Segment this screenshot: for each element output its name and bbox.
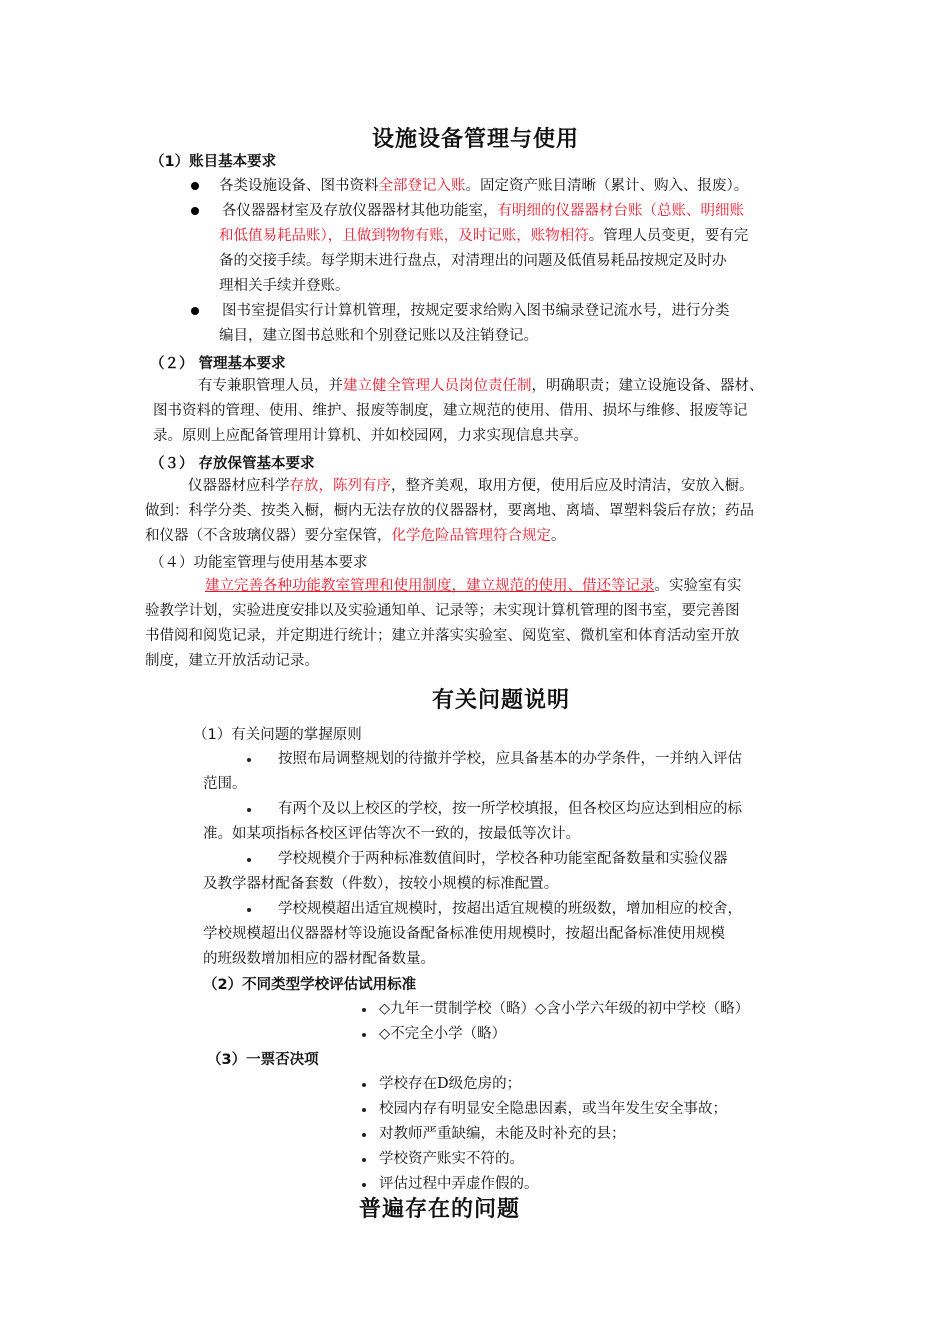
q1-heading: （1）有关问题的掌握原则 — [193, 727, 362, 743]
s4-line-3: 书借阅和阅览记录，并定期进行统计；建立并落实实验室、阅览室、微机室和体育活动室开放 — [145, 628, 740, 644]
bullet-dot-icon — [191, 207, 199, 215]
q3-heading: （3）一票否决项 — [207, 1052, 319, 1068]
s1-bullet-1: 各类设施设备、图书资料全部登记入账。固定资产账目清晰（累计、购入、报废）。 — [219, 178, 749, 194]
q1-item-4-line-1: 学校规模超出适宜规模时，按超出适宜规模的班级数，增加相应的校舍， — [278, 901, 742, 917]
s1-bullet-3-line-1: 图书室提倡实行计算机管理，按规定要求给购入图书编录登记流水号，进行分类 — [222, 303, 730, 319]
bullet-dot-icon — [191, 182, 199, 190]
section-1-heading: （1）账目基本要求 — [150, 154, 277, 170]
s1-bullet-2-line-4: 理相关手续并登账。 — [219, 278, 350, 294]
q1-item-3-line-1: 学校规模介于两种标准数值间时，学校各种功能室配备数量和实验仪器 — [278, 851, 728, 867]
bullet-dot-icon — [362, 1033, 366, 1037]
s3-line-3: 和仪器（不含玻璃仪器）要分室保管，化学危险品管理符合规定。 — [145, 528, 566, 544]
q3-item-3: 对教师严重缺编，未能及时补充的县； — [379, 1126, 626, 1142]
bullet-dot-icon — [362, 1183, 366, 1187]
q3-item-4: 学校资产账实不符的。 — [379, 1151, 524, 1167]
s3-line-2: 做到：科学分类、按类入橱，橱内无法存放的仪器器材，要离地、离墙、罩塑料袋后存放；药品 — [145, 503, 754, 519]
bullet-dot-icon — [362, 1008, 366, 1012]
section-4-heading: （４）功能室管理与使用基本要求 — [150, 555, 368, 571]
s2-line-3: 录。原则上应配备管理用计算机、并如校园网，力求实现信息共享。 — [153, 428, 588, 444]
section-3-heading: （３） 存放保管基本要求 — [150, 456, 315, 472]
s2-line-1: 有专兼职管理人员，并建立健全管理人员岗位责任制，明确职责；建立设施设备、器材、 — [198, 378, 764, 394]
bullet-dot-icon — [247, 858, 251, 862]
q3-item-5: 评估过程中弄虚作假的。 — [379, 1176, 539, 1192]
bullet-dot-icon — [362, 1133, 366, 1137]
q1-item-4-line-2: 学校规模超出仪器器材等设施设备配备标准使用规模时，按超出配备标准使用规模 — [203, 926, 725, 942]
bullet-dot-icon — [247, 908, 251, 912]
s3-line-1: 仪器器材应科学存放，陈列有序，整齐美观，取用方便，使用后应及时清洁，安放入橱。 — [188, 478, 754, 494]
q1-item-3-line-2: 及教学器材配备套数（件数），按较小规模的标准配置。 — [203, 876, 559, 892]
bullet-dot-icon — [362, 1158, 366, 1162]
q1-item-4-line-3: 的班级数增加相应的器材配备数量。 — [203, 951, 435, 967]
q2-item-2: ◇不完全小学（略） — [379, 1026, 507, 1042]
s2-line-2: 图书资料的管理、使用、维护、报废等制度，建立规范的使用、借用、损坏与维修、报废等记 — [153, 403, 748, 419]
bullet-dot-icon — [191, 307, 199, 315]
s4-line-4: 制度，建立开放活动记录。 — [145, 653, 319, 669]
bullet-dot-icon — [247, 808, 251, 812]
q1-item-1-line-2: 范围。 — [203, 776, 247, 792]
s1-bullet-2-line-1: 各仪器器材室及存放仪器器材其他功能室，有明细的仪器器材台账（总账、明细账 — [222, 203, 744, 219]
s4-line-1: 建立完善各种功能教室管理和使用制度，建立规范的使用、借还等记录。实验室有实 — [205, 578, 742, 594]
section-2-heading: （２） 管理基本要求 — [150, 356, 286, 372]
title-issues: 有关问题说明 — [432, 687, 571, 713]
q1-item-2-line-1: 有两个及以上校区的学校，按一所学校填报，但各校区均应达到相应的标 — [278, 801, 742, 817]
q2-item-1: ◇九年一贯制学校（略）◇含小学六年级的初中学校（略） — [379, 1001, 750, 1017]
s1-bullet-2-line-3: 备的交接手续。每学期末进行盘点，对清理出的问题及低值易耗品按规定及时办 — [219, 253, 727, 269]
s4-line-2: 验教学计划，实验进度安排以及实验通知单、记录等；未实现计算机管理的图书室，要完善图 — [145, 603, 740, 619]
title-common-problems: 普遍存在的问题 — [359, 1196, 521, 1222]
q1-item-1-line-1: 按照布局调整规划的待撤并学校，应具备基本的办学条件，一并纳入评估 — [278, 751, 742, 767]
s1-bullet-3-line-2: 编目，建立图书总账和个别登记账以及注销登记。 — [219, 328, 538, 344]
bullet-dot-icon — [362, 1083, 366, 1087]
q2-heading: （2）不同类型学校评估试用标准 — [203, 977, 417, 993]
bullet-dot-icon — [247, 758, 251, 762]
title-facilities: 设施设备管理与使用 — [372, 126, 580, 152]
q1-item-2-line-2: 准。如某项指标各校区评估等次不一致的，按最低等次计。 — [203, 826, 580, 842]
bullet-dot-icon — [362, 1108, 366, 1112]
q3-item-1: 学校存在D级危房的； — [379, 1076, 522, 1092]
q3-item-2: 校园内存有明显安全隐患因素，或当年发生安全事故； — [379, 1101, 727, 1117]
s1-bullet-2-line-2: 和低值易耗品账），且做到物物有账，及时记账，账物相符。管理人员变更，要有完 — [219, 228, 749, 244]
